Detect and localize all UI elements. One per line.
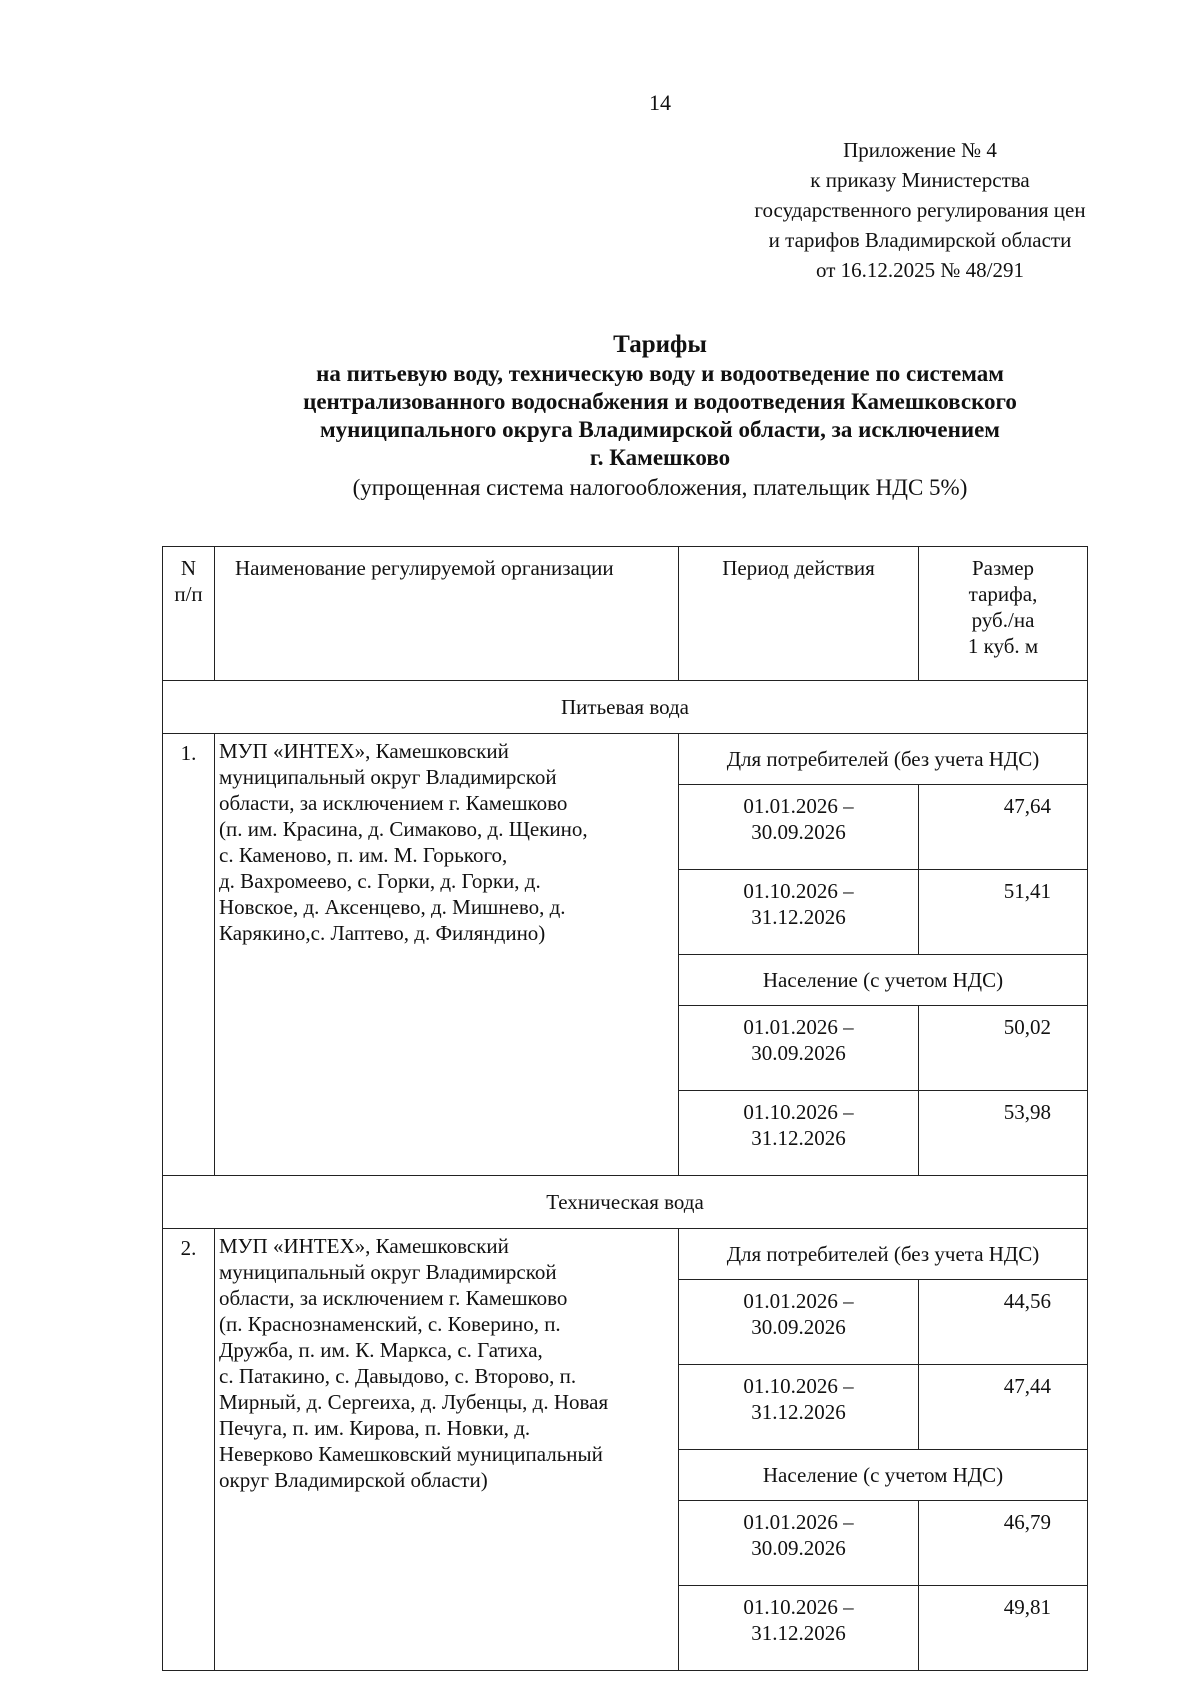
- period-cell: 01.01.2026 – 30.09.2026: [679, 1501, 919, 1586]
- appendix-line: от 16.12.2025 № 48/291: [815, 258, 1025, 282]
- tariff-value: 49,81: [919, 1586, 1088, 1671]
- tariff-value: 47,64: [919, 785, 1088, 870]
- header-period: Период действия: [679, 547, 919, 681]
- table-row: [163, 1229, 1088, 1280]
- header-organization: Наименование регулируемой организации: [215, 547, 679, 681]
- section-title: Техническая вода: [163, 1176, 1088, 1229]
- section-title: Питьевая вода: [163, 681, 1088, 734]
- organization-cell: МУП «ИНТЕХ», Камешковский муниципальный округ Владимирской области, за исключением г. Камешково (п. им. Красина, д. Симаково, д. Щекино, с. Каменово, п. им. М. Горького, д. Вахромеево, с. Горки, д. Горки, д. Новское, д. Аксенцево, д. Мишнево, д. Карякино,с. Лаптево, д. Филяндино): [215, 734, 679, 1176]
- period-cell: 01.10.2026 – 31.12.2026: [679, 1586, 919, 1671]
- period-cell: 01.10.2026 – 31.12.2026: [679, 1091, 919, 1176]
- period-cell: 01.10.2026 – 31.12.2026: [679, 870, 919, 955]
- category-cell: Для потребителей (без учета НДС): [679, 734, 1088, 785]
- header-number: N п/п: [163, 547, 215, 681]
- tariff-value: 46,79: [919, 1501, 1088, 1586]
- appendix-line: Приложение № 4: [843, 138, 997, 162]
- table-row: [163, 734, 1088, 785]
- category-cell: Для потребителей (без учета НДС): [679, 1229, 1088, 1280]
- row-index: 1.: [163, 734, 215, 1176]
- document-subtitle-line: на питьевую воду, техническую воду и водоотведение по системам: [316, 361, 1004, 386]
- tariff-value: 44,56: [919, 1280, 1088, 1365]
- appendix-line: к приказу Министерства: [810, 168, 1030, 192]
- document-subtitle-line: централизованного водоснабжения и водоотведения Камешковского: [303, 389, 1017, 414]
- header-size: Размер тарифа, руб./на 1 куб. м: [919, 547, 1088, 681]
- category-cell: Население (с учетом НДС): [679, 955, 1088, 1006]
- document-heading: [150, 330, 1170, 502]
- tax-note: (упрощенная система налогообложения, плательщик НДС 5%): [352, 475, 968, 500]
- period-cell: 01.01.2026 – 30.09.2026: [679, 1280, 919, 1365]
- document-subtitle-line: муниципального округа Владимирской области, за исключением: [320, 417, 1000, 442]
- tariff-value: 53,98: [919, 1091, 1088, 1176]
- category-cell: Население (с учетом НДС): [679, 1450, 1088, 1501]
- period-cell: 01.01.2026 – 30.09.2026: [679, 1006, 919, 1091]
- section-row-drinking-water: [163, 681, 1088, 734]
- organization-cell: МУП «ИНТЕХ», Камешковский муниципальный округ Владимирской области, за исключением г. Камешково (п. Краснознаменский, с. Коверино, п. Дружба, п. им. К. Маркса, с. Гатиха, с. Патакино, с. Давыдово, с. Второво, п. Мирный, д. Сергеиха, д. Лубенцы, д. Новая Печуга, п. им. Кирова, п. Новки, д. Неверково Камешковский муниципальный округ Владимирской области): [215, 1229, 679, 1671]
- tariff-table: [162, 546, 1088, 1671]
- period-cell: 01.01.2026 – 30.09.2026: [679, 785, 919, 870]
- section-row-technical-water: [163, 1176, 1088, 1229]
- page-number: 14: [649, 90, 671, 115]
- tariff-value: 47,44: [919, 1365, 1088, 1450]
- tariff-value: 50,02: [919, 1006, 1088, 1091]
- appendix-block: [700, 135, 1140, 285]
- document-title: Тарифы: [613, 331, 707, 358]
- document-subtitle-line: г. Камешково: [589, 445, 731, 470]
- appendix-line: и тарифов Владимирской области: [768, 228, 1072, 252]
- table-header-row: [163, 547, 1088, 681]
- period-cell: 01.10.2026 – 31.12.2026: [679, 1365, 919, 1450]
- row-index: 2.: [163, 1229, 215, 1671]
- tariff-value: 51,41: [919, 870, 1088, 955]
- appendix-line: государственного регулирования цен: [754, 198, 1086, 222]
